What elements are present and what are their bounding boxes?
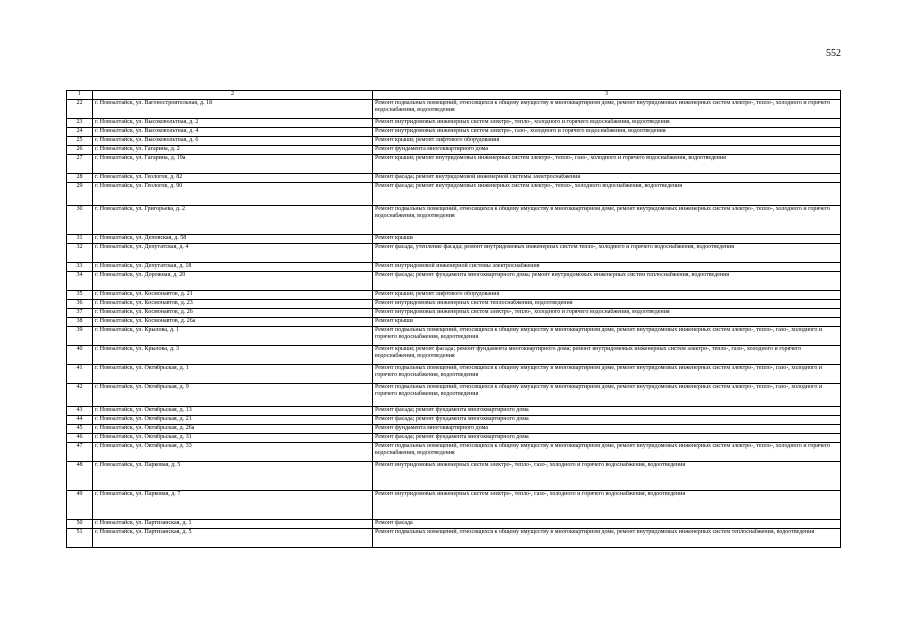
- row-work: Ремонт внутридомовых инженерных систем электро-, тепло-, холодного и горячего водоснабжения, водоотведения: [373, 119, 841, 128]
- table-row: [67, 146, 841, 155]
- row-work: Ремонт подвальных помещений, относящихся к общему имуществу в многоквартирном доме, ремонт внутридомовых инженерных систем электро-, тепло-, холодного и горячего водоснабжения, водоотведения: [373, 100, 841, 119]
- table-row: [67, 327, 841, 346]
- table-row: [67, 365, 841, 384]
- table-row: [67, 407, 841, 416]
- table-row: [67, 462, 841, 491]
- table-row: [67, 443, 841, 462]
- row-address: г. Новоалтайск, ул. Вагоностроительная, д. 18: [93, 100, 373, 119]
- row-work: Ремонт подвальных помещений, относящихся к общему имуществу в многоквартирном доме, ремонт внутридомовых инженерных систем электро-, тепло-, холодного и горячего водоснабжения, водоотведения: [373, 443, 841, 462]
- row-work: Ремонт фасада; ремонт фундамента многоквартирного дома: [373, 407, 841, 416]
- row-number: 25: [67, 137, 93, 146]
- row-address: г. Новоалтайск, ул. Октябрьская, д. 26а: [93, 425, 373, 434]
- row-address: г. Новоалтайск, ул. Гагарина, д. 2: [93, 146, 373, 155]
- row-work: Ремонт подвальных помещений, относящихся к общему имуществу в многоквартирном доме, ремонт внутридомовых инженерных систем теплоснабжения, водоотведения: [373, 529, 841, 548]
- row-work: Ремонт подвальных помещений, относящихся к общему имуществу в многоквартирном доме, ремонт внутридомовых инженерных систем электро-, тепло-, газо-, холодного и горячего водоснабжения, водоотведения: [373, 327, 841, 346]
- row-address: г. Новоалтайск, ул. Октябрьская, д. 31: [93, 434, 373, 443]
- table-row: [67, 128, 841, 137]
- table-row: [67, 529, 841, 548]
- table-row: [67, 272, 841, 291]
- row-work: Ремонт крыши; ремонт лифтового оборудования: [373, 291, 841, 300]
- row-number: 29: [67, 183, 93, 206]
- row-number: 31: [67, 235, 93, 244]
- row-number: 48: [67, 462, 93, 491]
- row-address: г. Новоалтайск, ул. Партизанская, д. 1: [93, 520, 373, 529]
- row-number: 40: [67, 346, 93, 365]
- row-address: г. Новоалтайск, ул. Космонавтов, д. 26а: [93, 318, 373, 327]
- row-number: 28: [67, 174, 93, 183]
- row-work: Ремонт внутридомовой инженерной системы электроснабжения: [373, 263, 841, 272]
- row-address: г. Новоалтайск, ул. Космонавтов, д. 26: [93, 309, 373, 318]
- row-work: Ремонт фасада, утепление фасада; ремонт внутридомовых инженерных систем тепло-, холодного и горячего водоснабжения, водоотведения: [373, 244, 841, 263]
- row-work: Ремонт подвальных помещений, относящихся к общему имуществу в многоквартирном доме, ремонт внутридомовых инженерных систем электро-, тепло-, холодного и горячего водоснабжения, водоотведения: [373, 206, 841, 235]
- row-number: 37: [67, 309, 93, 318]
- row-number: 26: [67, 146, 93, 155]
- table-row: [67, 520, 841, 529]
- row-work: Ремонт крыши: [373, 318, 841, 327]
- row-number: 36: [67, 300, 93, 309]
- header-col-3: 3: [373, 91, 841, 100]
- row-address: г. Новоалтайск, ул. Гагарина, д. 19а: [93, 155, 373, 174]
- row-work: Ремонт внутридомовых инженерных систем электро-, тепло-, холодного и горячего водоснабжения, водоотведения: [373, 309, 841, 318]
- row-work: Ремонт фасада: [373, 520, 841, 529]
- row-number: 22: [67, 100, 93, 119]
- row-address: г. Новоалтайск, ул. Григорьева, д. 2: [93, 206, 373, 235]
- row-address: г. Новоалтайск, ул. Высоковольтная, д. 2: [93, 119, 373, 128]
- table-row: [67, 384, 841, 407]
- row-work: Ремонт крыши; ремонт внутридомовых инженерных систем электро-, тепло-, газо-, холодного и горячего водоснабжения, водоотведения: [373, 155, 841, 174]
- row-address: г. Новоалтайск, ул. Парковая, д. 7: [93, 491, 373, 520]
- row-number: 46: [67, 434, 93, 443]
- row-address: г. Новоалтайск, ул. Депутатская, д. 18: [93, 263, 373, 272]
- table-row: [67, 491, 841, 520]
- table-row: [67, 416, 841, 425]
- row-address: г. Новоалтайск, ул. Октябрьская, д. 33: [93, 443, 373, 462]
- row-number: 24: [67, 128, 93, 137]
- table-row: [67, 300, 841, 309]
- row-address: г. Новоалтайск, ул. Октябрьская, д. 13: [93, 407, 373, 416]
- table-row: [67, 137, 841, 146]
- row-number: 35: [67, 291, 93, 300]
- row-number: 47: [67, 443, 93, 462]
- row-number: 23: [67, 119, 93, 128]
- row-work: Ремонт крыши: [373, 235, 841, 244]
- row-address: г. Новоалтайск, ул. Деповская, д. 58: [93, 235, 373, 244]
- table-row: [67, 309, 841, 318]
- table-header-row: [67, 91, 841, 100]
- repair-table: [66, 90, 841, 548]
- table-row: [67, 174, 841, 183]
- row-work: Ремонт внутридомовых инженерных систем электро-, газо-, холодного и горячего водоснабжения, водоотведения: [373, 128, 841, 137]
- table-row: [67, 183, 841, 206]
- row-address: г. Новоалтайск, ул. Крылова, д. 3: [93, 346, 373, 365]
- row-work: Ремонт фасада; ремонт внутридомовых инженерных систем электро-, тепло-, холодного водоснабжения, водоотведения: [373, 183, 841, 206]
- table-row: [67, 155, 841, 174]
- row-address: г. Новоалтайск, ул. Высоковольтная, д. 6: [93, 137, 373, 146]
- row-address: г. Новоалтайск, ул. Геологов, д. 90: [93, 183, 373, 206]
- row-address: г. Новоалтайск, ул. Геологов, д. 82: [93, 174, 373, 183]
- header-col-2: 2: [93, 91, 373, 100]
- row-number: 39: [67, 327, 93, 346]
- row-address: г. Новоалтайск, ул. Дорожная, д. 20: [93, 272, 373, 291]
- row-number: 33: [67, 263, 93, 272]
- row-number: 38: [67, 318, 93, 327]
- table-row: [67, 318, 841, 327]
- row-address: г. Новоалтайск, ул. Парковая, д. 5: [93, 462, 373, 491]
- table-row: [67, 206, 841, 235]
- row-work: Ремонт фасада; ремонт фундамента многоквартирного дома: [373, 416, 841, 425]
- row-number: 51: [67, 529, 93, 548]
- row-address: г. Новоалтайск, ул. Высоковольтная, д. 4: [93, 128, 373, 137]
- table-row: [67, 434, 841, 443]
- row-number: 30: [67, 206, 93, 235]
- row-work: Ремонт внутридомовых инженерных систем электро-, тепло-, газо-, холодного и горячего водоснабжения, водоотведения: [373, 491, 841, 520]
- row-work: Ремонт внутридомовых инженерных систем электро-, тепло-, газо-, холодного и горячего водоснабжения, водоотведения: [373, 462, 841, 491]
- row-work: Ремонт крыши; ремонт лифтового оборудования: [373, 137, 841, 146]
- row-work: Ремонт подвальных помещений, относящихся к общему имуществу в многоквартирном доме, ремонт внутридомовых инженерных систем электро-, тепло-, газо-, холодного и горячего водоснабжения, водоотведения: [373, 384, 841, 407]
- row-number: 43: [67, 407, 93, 416]
- page-number: 552: [826, 48, 841, 59]
- table-row: [67, 425, 841, 434]
- row-address: г. Новоалтайск, ул. Октябрьская, д. 1: [93, 365, 373, 384]
- table-row: [67, 100, 841, 119]
- row-address: г. Новоалтайск, ул. Депутатская, д. 4: [93, 244, 373, 263]
- row-work: Ремонт фасада; ремонт фундамента многоквартирного дома; ремонт внутридомовых инженерных систем теплоснабжения, водоотведения: [373, 272, 841, 291]
- table-row: [67, 244, 841, 263]
- row-work: Ремонт фасада; ремонт фундамента многоквартирного дома: [373, 434, 841, 443]
- table-row: [67, 119, 841, 128]
- row-work: Ремонт внутридомовых инженерных систем теплоснабжения, водоотведения: [373, 300, 841, 309]
- row-number: 44: [67, 416, 93, 425]
- row-address: г. Новоалтайск, ул. Октябрьская, д. 21: [93, 416, 373, 425]
- row-work: Ремонт крыши; ремонт фасада; ремонт фундамента многоквартирного дома; ремонт внутридомовых инженерных систем электро-, тепло-, газо-, холодного и горячего водоснабжения, водоотведения: [373, 346, 841, 365]
- row-address: г. Новоалтайск, ул. Октябрьская, д. 9: [93, 384, 373, 407]
- row-work: Ремонт подвальных помещений, относящихся к общему имуществу в многоквартирном доме, ремонт внутридомовых инженерных систем электро-, тепло-, газо-, холодного и горячего водоснабжения, водоотведения: [373, 365, 841, 384]
- row-number: 42: [67, 384, 93, 407]
- row-number: 50: [67, 520, 93, 529]
- row-work: Ремонт фундамента многоквартирного дома: [373, 425, 841, 434]
- row-number: 32: [67, 244, 93, 263]
- table-row: [67, 291, 841, 300]
- row-address: г. Новоалтайск, ул. Космонавтов, д. 23: [93, 300, 373, 309]
- row-number: 41: [67, 365, 93, 384]
- row-address: г. Новоалтайск, ул. Партизанская, д. 5: [93, 529, 373, 548]
- table-row: [67, 346, 841, 365]
- row-work: Ремонт фундамента многоквартирного дома: [373, 146, 841, 155]
- header-col-1: 1: [67, 91, 93, 100]
- row-work: Ремонт фасада; ремонт внутридомовой инженерной системы электроснабжения: [373, 174, 841, 183]
- row-address: г. Новоалтайск, ул. Крылова, д. 1: [93, 327, 373, 346]
- row-number: 49: [67, 491, 93, 520]
- row-number: 27: [67, 155, 93, 174]
- row-number: 45: [67, 425, 93, 434]
- row-address: г. Новоалтайск, ул. Космонавтов, д. 21: [93, 291, 373, 300]
- row-number: 34: [67, 272, 93, 291]
- table-row: [67, 263, 841, 272]
- table-row: [67, 235, 841, 244]
